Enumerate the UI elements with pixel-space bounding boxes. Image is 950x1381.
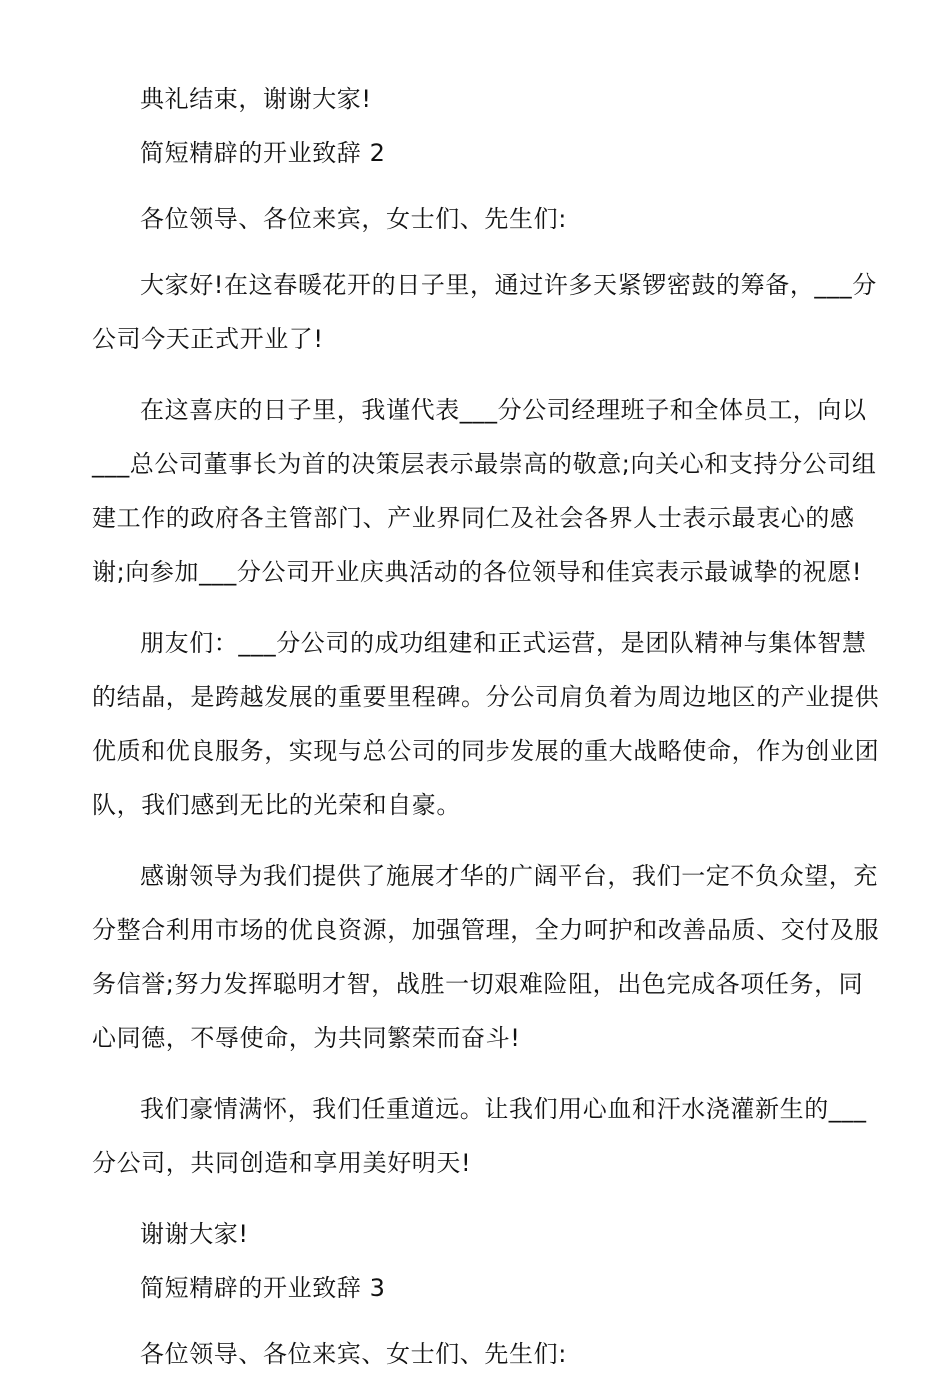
text-line: 我们豪情满怀，我们任重道远。让我们用心血和汗水浇灌新生的___: [140, 1095, 867, 1123]
text-line: 心同德，不辱使命，为共同繁荣而奋斗!: [92, 1024, 521, 1052]
closing-line: [92, 72, 858, 126]
salutation-3: [92, 1327, 858, 1381]
text-line: 建工作的政府各主管部门、产业界同仁及社会各界人士表示最衷心的感: [92, 504, 855, 532]
salutation: [92, 192, 858, 246]
text-line: 的结晶，是跨越发展的重要里程碑。分公司肩负着为周边地区的产业提供: [92, 683, 880, 711]
text-line: 务信誉;努力发挥聪明才智，战胜一切艰难险阻，出色完成各项任务，同: [92, 970, 864, 998]
text-line: 分整合利用市场的优良资源，加强管理，全力呵护和改善品质、交付及服: [92, 916, 880, 944]
heading-text: 简短精辟的开业致辞 3: [140, 1274, 386, 1302]
text-line: 谢谢大家!: [140, 1220, 249, 1248]
closing-line-2: [92, 1207, 858, 1261]
section-heading-3: [92, 1261, 858, 1315]
text-line: 优质和优良服务，实现与总公司的同步发展的重大战略使命，作为创业团: [92, 737, 880, 765]
text-line: 谢;向参加___分公司开业庆典活动的各位领导和佳宾表示最诚挚的祝愿!: [92, 558, 863, 586]
text-line: 在这喜庆的日子里，我谨代表___分公司经理班子和全体员工，向以: [140, 396, 867, 424]
section-heading-2: [92, 126, 858, 180]
text-line: 公司今天正式开业了!: [92, 325, 324, 353]
paragraph-thanks: [92, 383, 877, 599]
paragraph-commitment: [92, 849, 880, 1065]
paragraph-future: [92, 1082, 867, 1190]
paragraph-greeting: [92, 258, 877, 366]
text-line: 朋友们：___分公司的成功组建和正式运营，是团队精神与集体智慧: [140, 629, 867, 657]
text-line: 各位领导、各位来宾，女士们、先生们:: [140, 205, 567, 233]
paragraph-friends: [92, 616, 880, 832]
text-line: 典礼结束，谢谢大家!: [140, 85, 372, 113]
text-line: ___总公司董事长为首的决策层表示最崇高的敬意;向关心和支持分公司组: [92, 450, 877, 478]
document-page: [92, 72, 880, 1381]
heading-text: 简短精辟的开业致辞 2: [140, 139, 386, 167]
text-line: 分公司，共同创造和享用美好明天!: [92, 1149, 472, 1177]
text-line: 队，我们感到无比的光荣和自豪。: [92, 791, 461, 819]
text-line: 各位领导、各位来宾、女士们、先生们:: [140, 1340, 567, 1368]
text-line: 感谢领导为我们提供了施展才华的广阔平台，我们一定不负众望，充: [140, 862, 878, 890]
text-line: 大家好!在这春暖花开的日子里，通过许多天紧锣密鼓的筹备，___分: [140, 271, 877, 299]
